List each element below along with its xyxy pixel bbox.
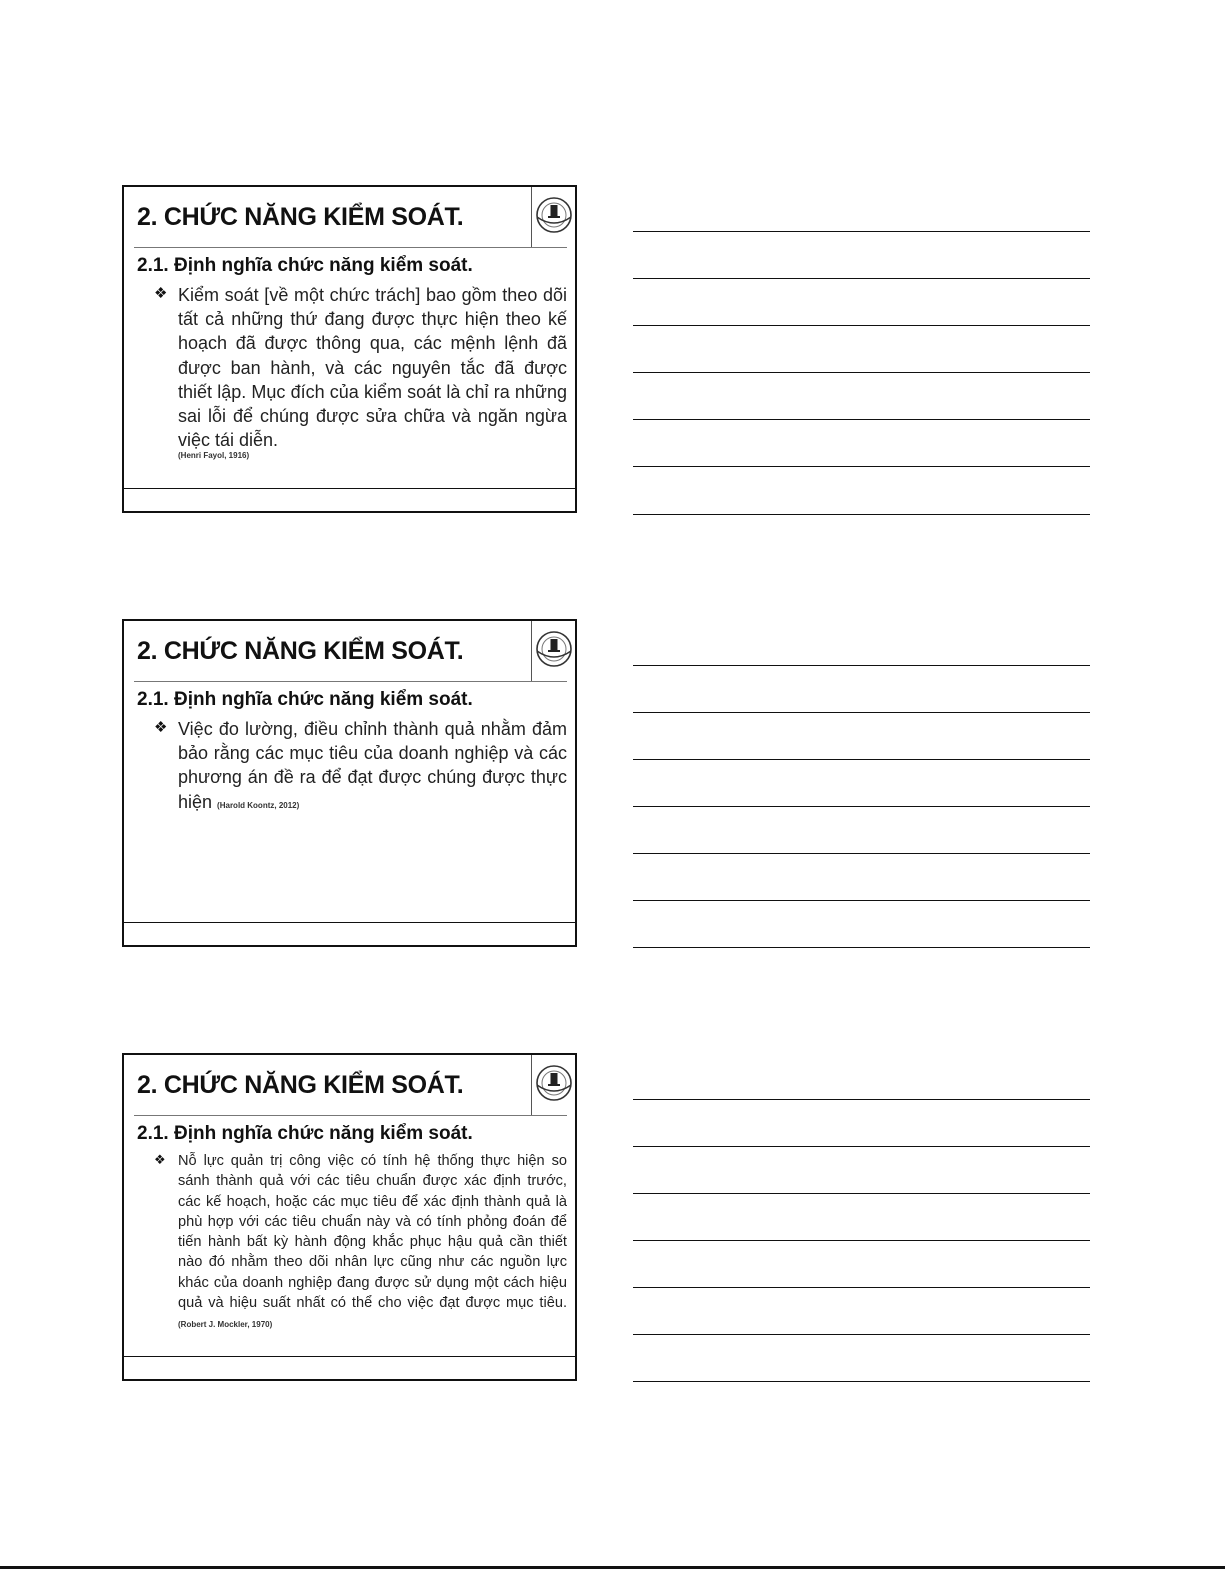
note-line: [633, 466, 1090, 467]
logo-box: [531, 1055, 575, 1115]
bullet-item: [154, 283, 567, 462]
slide-1: [122, 185, 577, 513]
slide-title: 2. CHỨC NĂNG KIỂM SOÁT.: [137, 203, 464, 231]
citation: (Henri Fayol, 1916): [178, 451, 250, 461]
university-seal-icon: [534, 195, 574, 235]
diamond-bullet-icon: ❖: [154, 719, 168, 736]
citation: (Harold Koontz, 2012): [217, 800, 300, 810]
title-divider: [134, 247, 567, 248]
bullet-item: [154, 717, 567, 818]
university-seal-icon: [534, 629, 574, 669]
slide-title: 2. CHỨC NĂNG KIỂM SOÁT.: [137, 1071, 464, 1099]
bullet-item: [154, 1151, 567, 1336]
note-line: [633, 372, 1090, 373]
slide-title: 2. CHỨC NĂNG KIỂM SOÁT.: [137, 637, 464, 665]
note-line: [633, 1146, 1090, 1147]
note-line: [633, 947, 1090, 948]
diamond-bullet-icon: ❖: [154, 1152, 166, 1167]
slide-3: [122, 1053, 577, 1381]
note-line: [633, 1381, 1090, 1382]
page-bottom-rule: [0, 1566, 1225, 1569]
note-line: [633, 1287, 1090, 1288]
logo-box: [531, 621, 575, 681]
note-line: [633, 665, 1090, 666]
note-line: [633, 1099, 1090, 1100]
note-line: [633, 1334, 1090, 1335]
note-line: [633, 900, 1090, 901]
note-line: [633, 278, 1090, 279]
bullet-text: Việc đo lường, điều chỉnh thành quả nhằm đảm bảo rằng các mục tiêu của doanh nghiệp và các phương án đề ra để đạt được chúng được thực hiện: [178, 719, 567, 812]
note-line: [633, 1240, 1090, 1241]
bullet-text: Nỗ lực quản trị công việc có tính hệ thống thực hiện so sánh thành quả với các tiêu chuẩn được xác định trước, các kế hoạch, hoặc các mục tiêu để xác định thành quả là phù hợp với các tiêu chuẩn này và có tính phỏng đoán để tiến hành bất kỳ hành động khắc phục hậu quả cần thiết nào đó nhằm theo dõi nhân lực cũng như các nguồn lực khác của doanh nghiệp đang được sử dụng một cách hiệu quả và hiệu suất nhất có thể cho việc đạt được mục tiêu.: [178, 1153, 567, 1312]
note-line: [633, 759, 1090, 760]
footer-divider: [124, 1356, 575, 1357]
note-line: [633, 853, 1090, 854]
note-line: [633, 712, 1090, 713]
title-divider: [134, 1115, 567, 1116]
citation: (Robert J. Mockler, 1970): [178, 1320, 273, 1330]
bullet-text: Kiểm soát [về một chức trách] bao gồm theo dõi tất cả những thứ đang được thực hiện theo kế hoạch đã được thông qua, các mệnh lệnh đã được ban hành, và các nguyên tắc đã được thiết lập. Mục đích của kiểm soát là chỉ ra những sai lỗi để chúng được sửa chữa và ngăn ngừa việc tái diễn.: [178, 285, 567, 451]
university-seal-icon: [534, 1063, 574, 1103]
logo-box: [531, 187, 575, 247]
slide-subheading: 2.1. Định nghĩa chức năng kiểm soát.: [137, 1123, 473, 1144]
diamond-bullet-icon: ❖: [154, 285, 168, 302]
note-line: [633, 806, 1090, 807]
slide-subheading: 2.1. Định nghĩa chức năng kiểm soát.: [137, 255, 473, 276]
note-line: [633, 325, 1090, 326]
slide-2: [122, 619, 577, 947]
slide-subheading: 2.1. Định nghĩa chức năng kiểm soát.: [137, 689, 473, 710]
note-line: [633, 419, 1090, 420]
note-line: [633, 231, 1090, 232]
title-divider: [134, 681, 567, 682]
footer-divider: [124, 922, 575, 923]
footer-divider: [124, 488, 575, 489]
note-line: [633, 514, 1090, 515]
note-line: [633, 1193, 1090, 1194]
